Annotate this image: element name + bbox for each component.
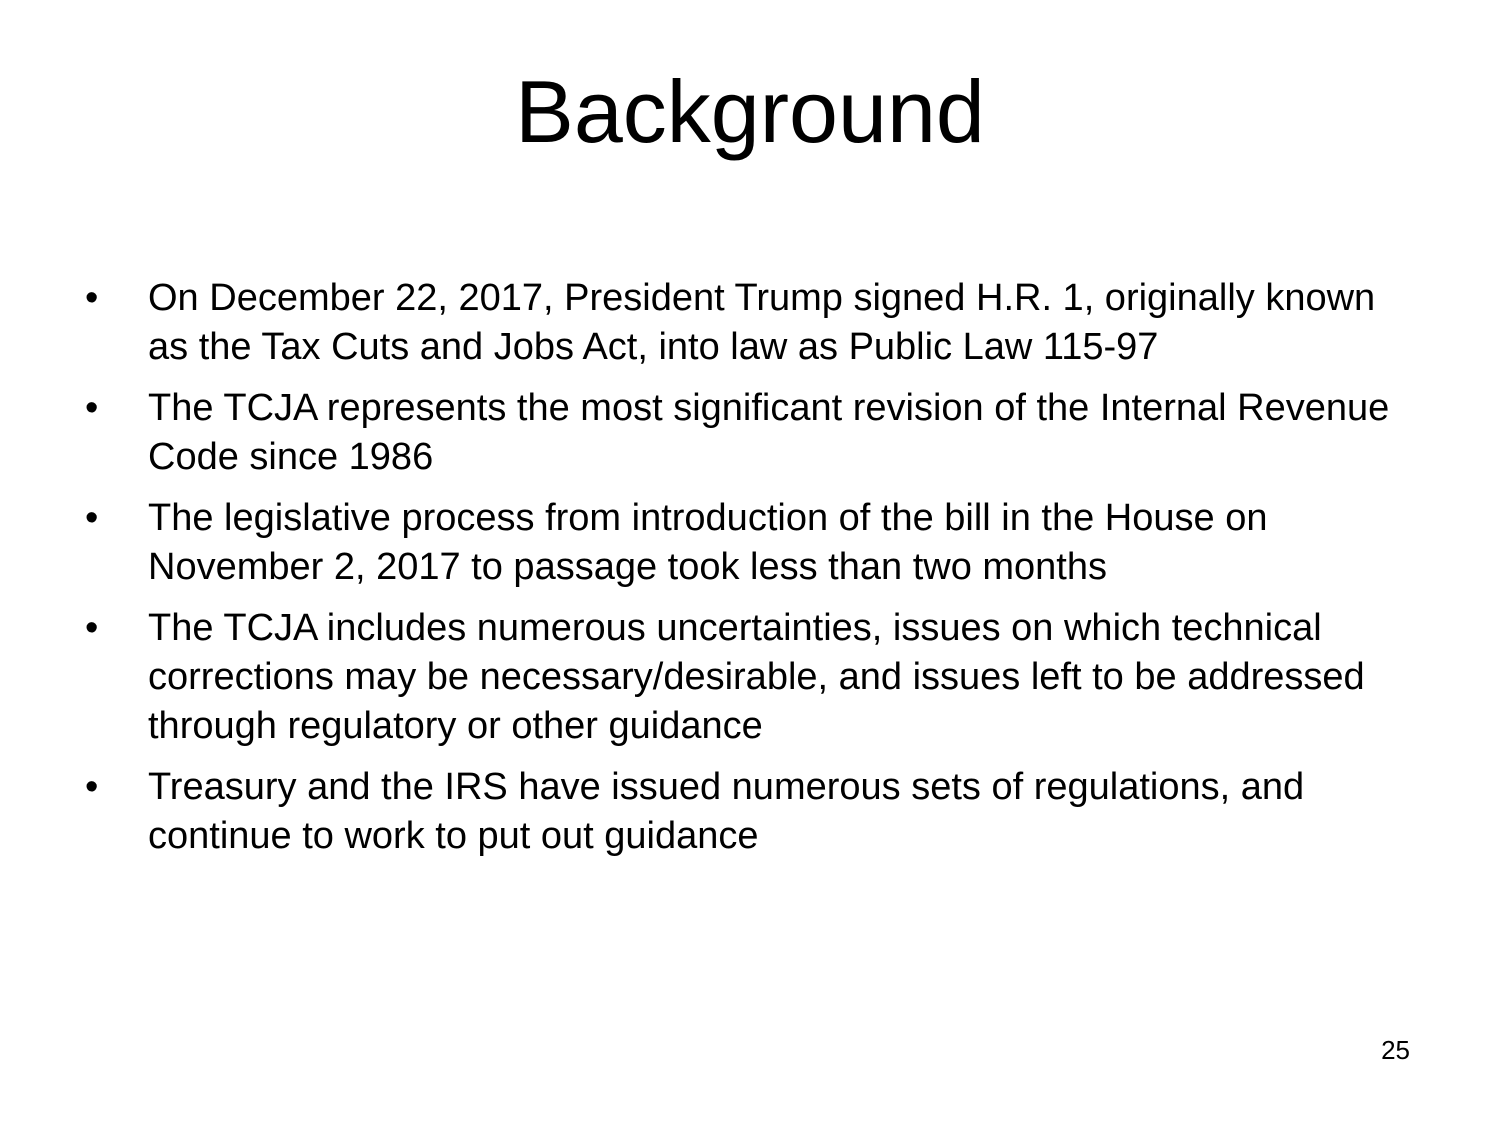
bullet-item [85,763,1425,861]
bullet-text: On December 22, 2017, President Trump signed H.R. 1, originally known as the Tax Cuts and Jobs Act, into law as Public Law 115-97 [148,277,1376,368]
bullet-icon: • [85,387,99,429]
bullet-text: The TCJA includes numerous uncertainties, issues on which technical corrections may be necessary/desirable, and issues left to be addressed through regulatory or other guidance [148,607,1365,747]
bullet-list [85,274,1425,873]
bullet-text: Treasury and the IRS have issued numerous sets of regulations, and continue to work to put out guidance [148,766,1305,857]
bullet-icon: • [85,766,99,808]
slide-title: Background [515,62,985,161]
bullet-icon: • [85,497,99,539]
bullet-text: The TCJA represents the most significant revision of the Internal Revenue Code since 1986 [148,387,1390,478]
bullet-text: The legislative process from introduction of the bill in the House on November 2, 2017 to passage took less than two months [148,497,1268,588]
bullet-item [85,384,1425,482]
bullet-item [85,494,1425,592]
page-number: 25 [1381,1035,1410,1065]
bullet-icon: • [85,607,99,649]
bullet-icon: • [85,277,99,319]
bullet-item [85,274,1425,372]
bullet-item [85,604,1425,751]
